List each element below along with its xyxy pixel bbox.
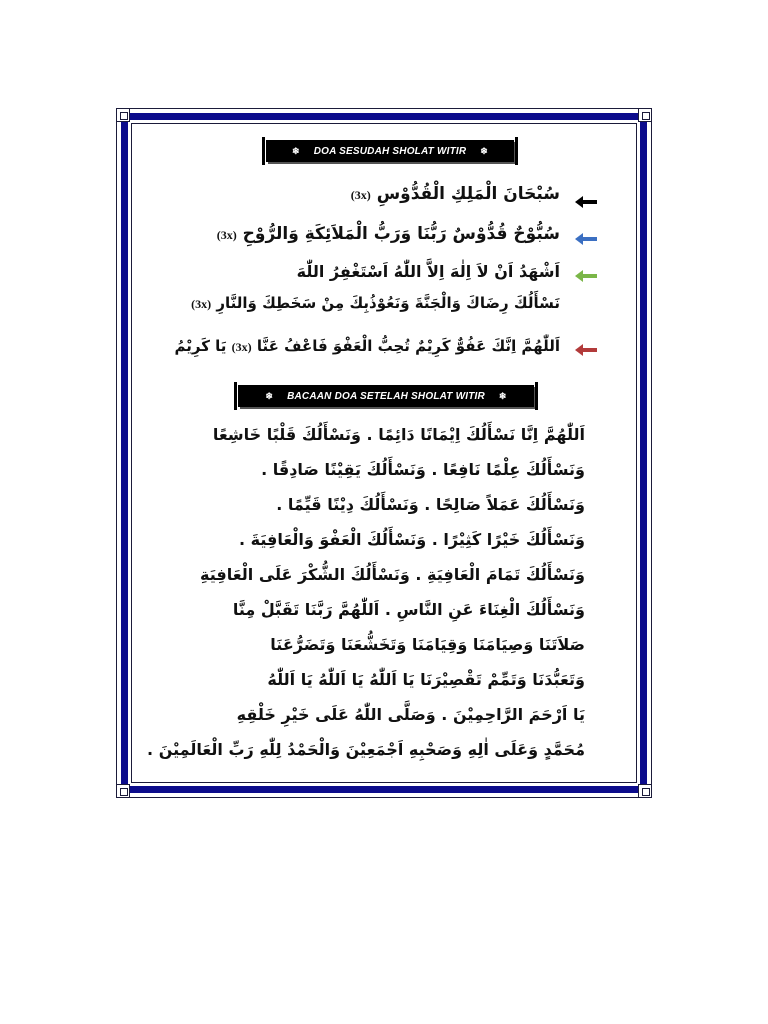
- dua-body-line: مُحَمَّدٍ وَعَلَى اٰلِهِ وَصَحْبِهِ اَجْمَعِيْنَ وَالْحَمْدُ لِلّٰهِ رَبِّ الْعَالَمِيْنَ .: [147, 740, 585, 759]
- dua-line-3: [297, 262, 560, 281]
- corner-ornament-icon: [638, 108, 652, 122]
- snowflake-icon: ❄: [265, 390, 274, 401]
- dua-body-line: وَنَسْأَلُكَ خَيْرًا كَثِيْرًا . وَنَسْأَلُكَ الْعَفْوَ وَالْعَافِيَةَ .: [238, 530, 585, 549]
- dua-body-line: وَنَسْأَلُكَ الْغِنَاءَ عَنِ النَّاسِ . اَللّٰهُمَّ رَبَّنَا تَقَبَّلْ مِنَّا: [232, 600, 585, 619]
- dua-body-line: وَتَعَبُّدَنَا وَتَمِّمْ تَقْصِيْرَنَا يَا اَللّٰهُ يَا اَللّٰهُ يَا اَللّٰهُ: [267, 670, 585, 689]
- dua-line-1: [351, 184, 560, 204]
- dua-line-3-text: اَشْهَدُ اَنْ لاَ اِلٰهَ اِلاَّ اللّٰهُ اَسْتَغْفِرُ اللّٰهَ: [296, 262, 560, 281]
- dua-line-4: [191, 294, 560, 312]
- snowflake-icon: ❄: [291, 145, 300, 156]
- snowflake-icon: ❄: [480, 145, 489, 156]
- dua-body-line: وَنَسْأَلُكَ تَمَامَ الْعَافِيَةِ . وَنَسْأَلُكَ الشُّكْرَ عَلَى الْعَافِيَةِ: [200, 565, 585, 584]
- arrow-left-icon: [575, 270, 597, 282]
- arrow-left-icon: [575, 344, 597, 356]
- corner-ornament-icon: [638, 784, 652, 798]
- dua-body-line: يَا اَرْحَمَ الرَّاحِمِيْنَ . وَصَلَّى اللّٰهُ عَلَى خَيْرِ خَلْقِهِ: [236, 705, 585, 724]
- arrow-left-icon: [575, 196, 597, 208]
- dua-line-5-text: اَللّٰهُمَّ اِنَّكَ عَفُوٌّ كَرِيْمٌ تُحِبُّ الْعَفْوَ فَاعْفُ عَنَّا: [256, 337, 560, 355]
- repeat-count: (3x): [216, 228, 237, 242]
- dua-line-5-suffix: يَا كَرِيْمُ: [174, 337, 227, 355]
- dua-body-line: وَنَسْأَلُكَ عِلْمًا نَافِعًا . وَنَسْأَلُكَ يَقِيْنًا صَادِقًا .: [261, 460, 585, 479]
- section1-title: DOA SESUDAH SHOLAT WITIR: [313, 145, 467, 157]
- section2-title: BACAAN DOA SETELAH SHOLAT WITIR: [287, 390, 485, 402]
- dua-line-2-text: سُبُّوْحٌ قُدُّوْسٌ رَبُّنَا وَرَبُّ الْمَلاَئِكَةِ وَالرُّوْحِ: [242, 224, 560, 244]
- dua-line-5: [175, 337, 561, 355]
- dua-body-line: وَنَسْأَلُكَ عَمَلاً صَالِحًا . وَنَسْأَلُكَ دِيْنًا قَيِّمًا .: [276, 495, 585, 514]
- repeat-count: (3x): [191, 297, 212, 311]
- dua-body-line: صَلاَتَنَا وَصِيَامَنَا وَقِيَامَنَا وَتَخَشُّعَنَا وَتَضَرُّعَنَا: [270, 635, 585, 654]
- arrow-left-icon: [575, 233, 597, 245]
- repeat-count: (3x): [231, 340, 252, 354]
- dua-line-4-text: نَسْأَلُكَ رِضَاكَ وَالْجَنَّةَ وَنَعُوْذُبِكَ مِنْ سَخَطِكَ وَالنَّارِ: [216, 294, 560, 312]
- repeat-count: (3x): [350, 188, 371, 202]
- dua-line-2: [217, 224, 560, 244]
- section1-title-banner: [266, 140, 514, 162]
- corner-ornament-icon: [116, 784, 130, 798]
- section2-title-banner: [238, 385, 534, 407]
- snowflake-icon: ❄: [498, 390, 507, 401]
- dua-line-1-text: سُبْحَانَ الْمَلِكِ الْقُدُّوْسِ: [376, 184, 560, 204]
- corner-ornament-icon: [116, 108, 130, 122]
- dua-body-line: اَللّٰهُمَّ اِنَّا نَسْأَلُكَ اِيْمَانًا دَائِمًا . وَنَسْأَلُكَ قَلْبًا خَاشِعًا: [212, 425, 585, 444]
